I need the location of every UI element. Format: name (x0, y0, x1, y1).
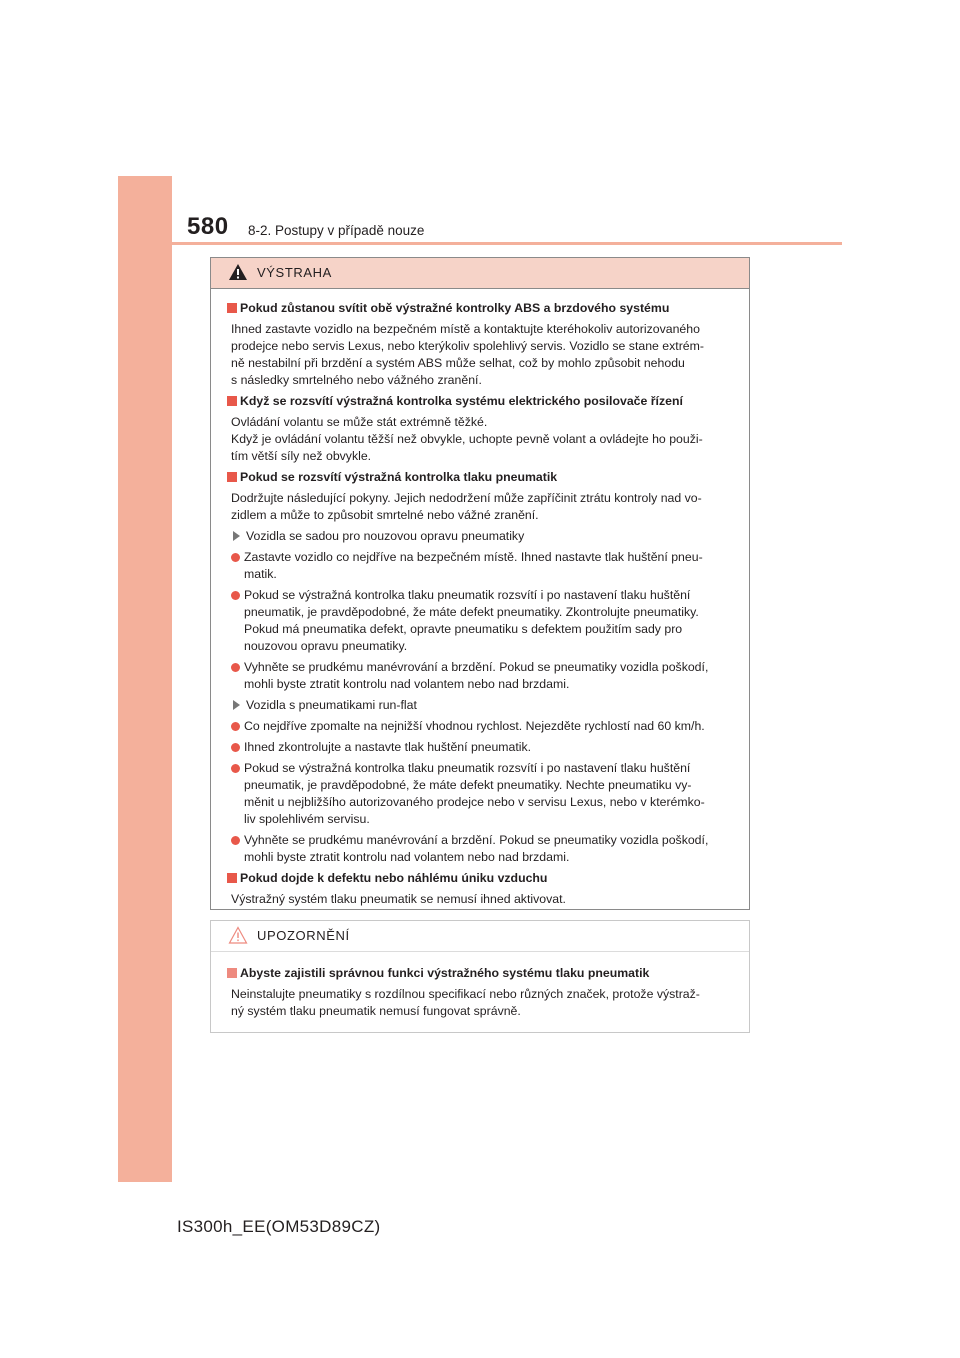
bullet-dot-icon (231, 663, 240, 672)
text-line: prodejce nebo servis Lexus, nebo kterýkoliv spolehlivý servis. Vozidlo se stane extrém- (231, 339, 704, 353)
section-heading: Když se rozsvítí výstražná kontrolka systému elektrického posilovače řízení (240, 394, 683, 408)
square-marker-icon (227, 396, 237, 406)
header-rule (172, 242, 842, 245)
caution-content (227, 965, 741, 1022)
text-line: Výstražný systém tlaku pneumatik se nemusí ihned aktivovat. (231, 892, 566, 906)
text-line: tím větší síly než obvykle. (231, 449, 372, 463)
text-line: Pokud má pneumatika defekt, opravte pneumatiku s defektem použitím sady pro (244, 622, 683, 636)
warning-section-puncture (227, 870, 741, 887)
warning-triangle-icon (228, 263, 248, 281)
bullet-item (231, 587, 741, 655)
caution-triangle-icon (228, 926, 248, 944)
bullet-dot-icon (231, 591, 240, 600)
bullet-item (231, 718, 741, 735)
warning-section-eps (227, 393, 741, 410)
text-line: Neinstalujte pneumatiky s rozdílnou specifikací nebo různých značek, protože výstraž- (231, 987, 700, 1001)
text-line: liv spolehlivém servisu. (244, 812, 370, 826)
text-line: Vyhněte se prudkému manévrování a brzdění. Pokud se pneumatiky vozidla poškodí, (244, 660, 709, 674)
text-line: mohli byste ztratit kontrolu nad volantem nebo nad brzdami. (244, 850, 570, 864)
page-number: 580 (187, 213, 229, 240)
bullet-item (231, 659, 741, 693)
text-line: zidlem a může to způsobit smrtelné nebo vážné zranění. (231, 508, 539, 522)
warning-box-header (211, 258, 749, 289)
subheading-text: Vozidla s pneumatikami run-flat (246, 698, 417, 712)
text-line: ně nestabilní při brzdění a systém ABS může selhat, což by mohlo způsobit nehodu (231, 356, 685, 370)
text-line: Dodržujte následující pokyny. Jejich nedodržení může zapříčinit ztrátu kontroly nad vo- (231, 491, 702, 505)
bullet-item (231, 739, 741, 756)
square-marker-icon (227, 873, 237, 883)
text-line: Pokud se výstražná kontrolka tlaku pneumatik rozsvítí i po nastavení tlaku huštění (244, 761, 691, 775)
caution-section-tpws (227, 965, 741, 982)
text-line: Vyhněte se prudkému manévrování a brzdění. Pokud se pneumatiky vozidla poškodí, (244, 833, 709, 847)
text-line: ný systém tlaku pneumatik nemusí fungovat správně. (231, 1004, 521, 1018)
warning-content (227, 300, 741, 910)
side-color-band (118, 176, 172, 1182)
text-line: Ovládání volantu se může stát extrémně těžké. (231, 415, 488, 429)
triangle-pointer-icon (233, 700, 240, 710)
section-paragraph (227, 891, 741, 908)
document-code: IS300h_EE(OM53D89CZ) (177, 1217, 381, 1236)
section-heading: Pokud se rozsvítí výstražná kontrolka tlaku pneumatik (240, 470, 558, 484)
bullet-dot-icon (231, 743, 240, 752)
warning-section-tpws (227, 469, 741, 486)
text-line: Pokud se výstražná kontrolka tlaku pneumatik rozsvítí i po nastavení tlaku huštění (244, 588, 691, 602)
triangle-pointer-icon (233, 531, 240, 541)
subheading-run-flat (231, 697, 741, 714)
subheading-repair-kit (231, 528, 741, 545)
text-line: Ihned zkontrolujte a nastavte tlak huštění pneumatik. (244, 740, 532, 754)
warning-box (210, 257, 750, 910)
section-title: 8-2. Postupy v případě nouze (248, 223, 425, 238)
section-paragraph (227, 986, 741, 1020)
section-heading: Pokud zůstanou svítit obě výstražné kontrolky ABS a brzdového systému (240, 301, 670, 315)
square-marker-icon (227, 472, 237, 482)
bullet-dot-icon (231, 722, 240, 731)
text-line: matik. (244, 567, 277, 581)
section-heading: Pokud dojde k defektu nebo náhlému úniku vzduchu (240, 871, 548, 885)
caution-title: UPOZORNĚNÍ (257, 928, 350, 943)
bullet-item (231, 549, 741, 583)
warning-title: VÝSTRAHA (257, 265, 332, 280)
section-heading: Abyste zajistili správnou funkci výstražného systému tlaku pneumatik (240, 966, 650, 980)
text-line: Když je ovládání volantu těžší než obvykle, uchopte pevně volant a ovládejte ho použi- (231, 432, 703, 446)
caution-box (210, 920, 750, 1033)
square-marker-icon (227, 968, 237, 978)
text-line: Co nejdříve zpomalte na nejnižší vhodnou rychlost. Nejezděte rychlostí nad 60 km/h. (244, 719, 705, 733)
text-line: Ihned zastavte vozidlo na bezpečném místě a kontaktujte kteréhokoliv autorizovaného (231, 322, 700, 336)
section-paragraph (227, 321, 741, 389)
section-paragraph (227, 490, 741, 524)
bullet-item (231, 760, 741, 828)
bullet-dot-icon (231, 764, 240, 773)
square-marker-icon (227, 303, 237, 313)
text-line: pneumatik, je pravděpodobné, že máte defekt pneumatiky. Zkontrolujte pneumatiky. (244, 605, 699, 619)
subheading-text: Vozidla se sadou pro nouzovou opravu pneumatiky (246, 529, 525, 543)
warning-section-abs (227, 300, 741, 317)
text-line: měnit u nejbližšího autorizovaného prodejce nebo v servisu Lexus, nebo v kterémko- (244, 795, 705, 809)
bullet-item (231, 832, 741, 866)
section-paragraph (227, 414, 741, 465)
bullet-dot-icon (231, 836, 240, 845)
text-line: mohli byste ztratit kontrolu nad volantem nebo nad brzdami. (244, 677, 570, 691)
text-line: s následky smrtelného nebo vážného zranění. (231, 373, 482, 387)
text-line: pneumatik, je pravděpodobné, že máte defekt pneumatiky. Nechte pneumatiku vy- (244, 778, 692, 792)
text-line: Zastavte vozidlo co nejdříve na bezpečném místě. Ihned nastavte tlak huštění pneu- (244, 550, 703, 564)
caution-box-header (211, 921, 749, 952)
text-line: nouzovou opravu pneumatiky. (244, 639, 408, 653)
bullet-dot-icon (231, 553, 240, 562)
